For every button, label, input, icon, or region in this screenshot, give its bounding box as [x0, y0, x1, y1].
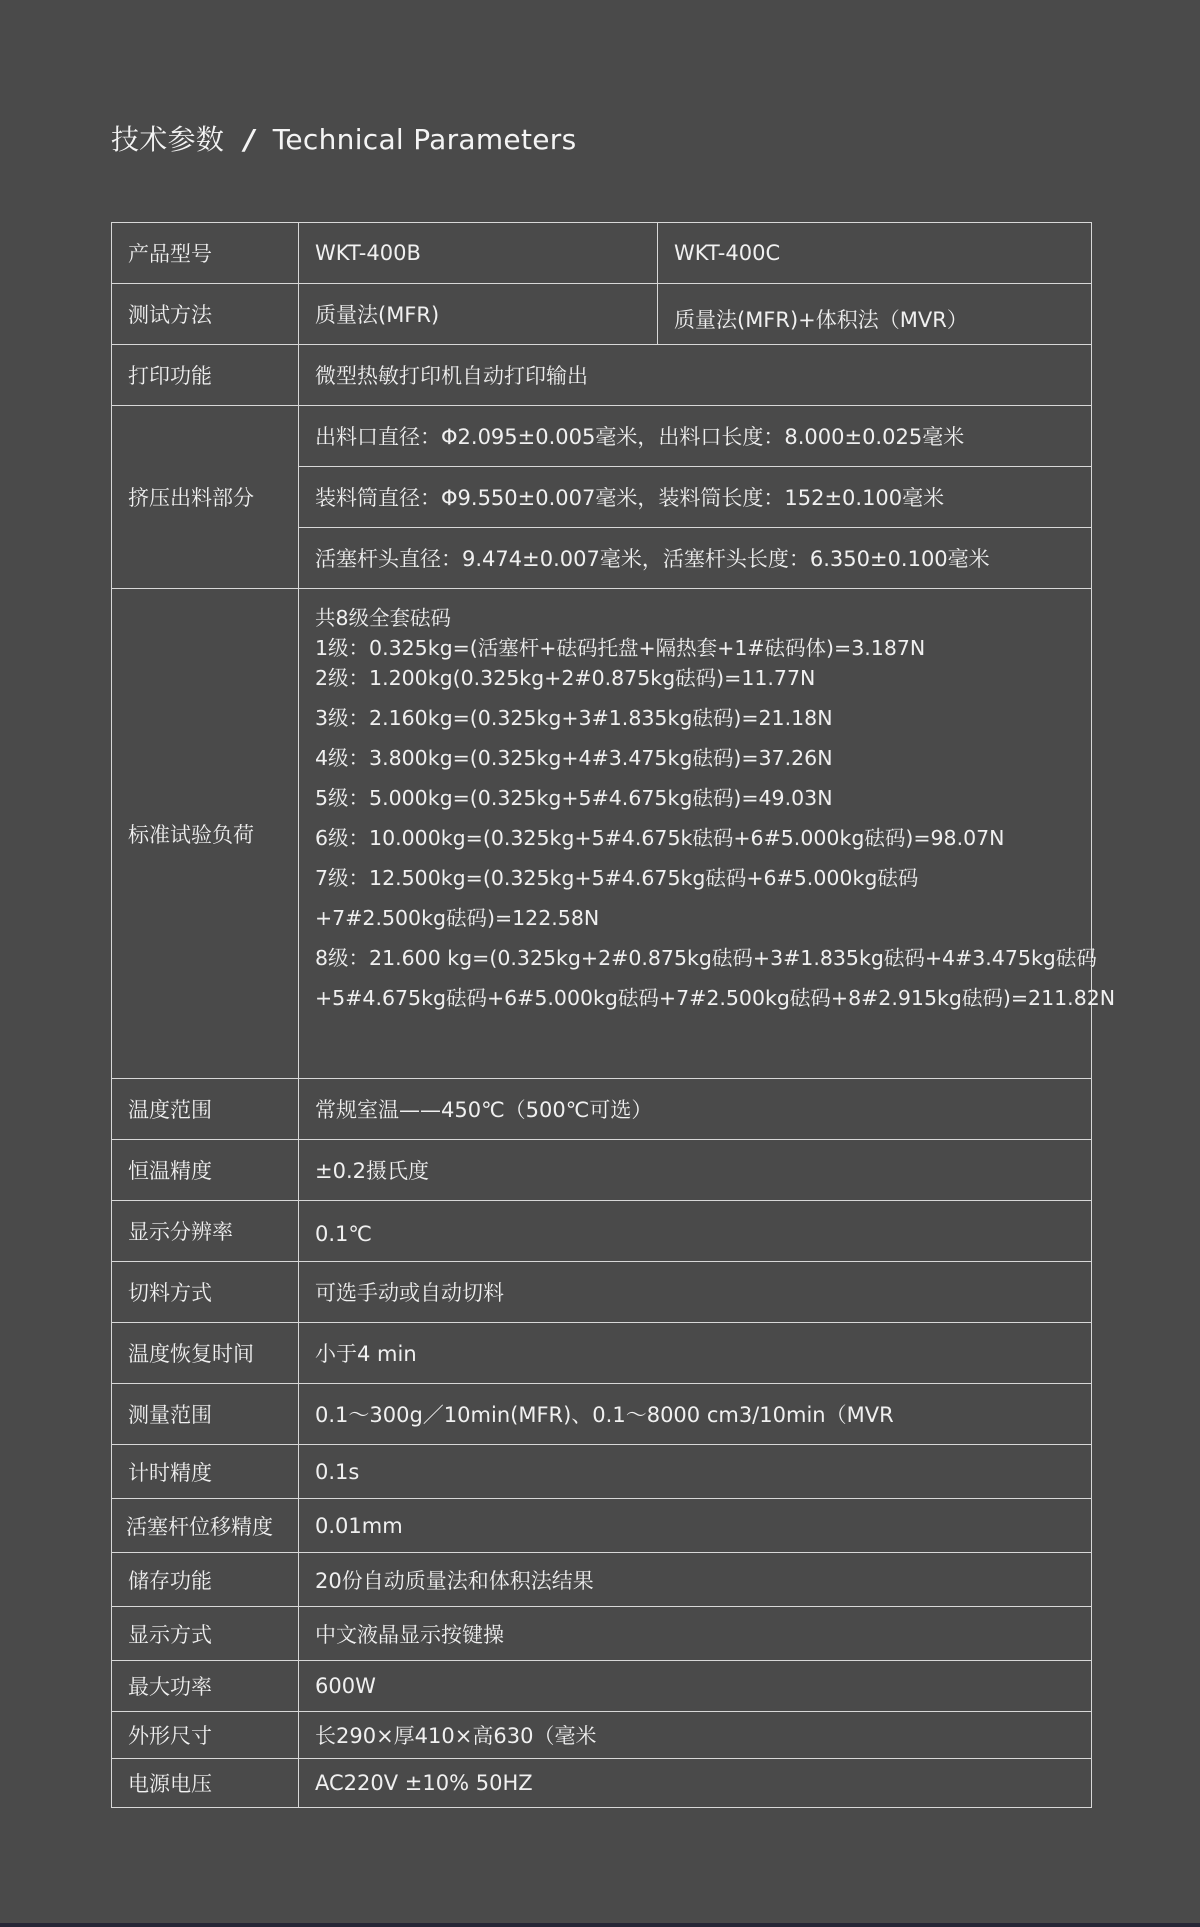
table-row — [112, 589, 1092, 1079]
table-row — [112, 406, 1092, 467]
row-label: 显示分辨率 — [112, 1201, 299, 1262]
row-label: 测试方法 — [112, 284, 299, 345]
title-en: Technical Parameters — [272, 123, 577, 156]
table-row — [112, 1499, 1092, 1553]
row-label: 测量范围 — [112, 1384, 299, 1445]
row-value: 0.01mm — [299, 1499, 1092, 1553]
load-line: 8级：21.600 kg=(0.325kg+2#0.875kg砝码+3#1.835kg砝码+4#3.475kg砝码 — [315, 946, 1097, 970]
row-value-400c: 质量法(MFR)+体积法（MVR） — [658, 284, 1092, 345]
row-value: 可选手动或自动切料 — [299, 1262, 1092, 1323]
table-row — [112, 1661, 1092, 1712]
row-label: 显示方式 — [112, 1607, 299, 1661]
bottom-bar — [0, 1923, 1200, 1927]
table-row — [112, 1201, 1092, 1262]
row-sub-value: 装料筒直径：Φ9.550±0.007毫米，装料筒长度：152±0.100毫米 — [299, 467, 1092, 528]
row-label: 温度恢复时间 — [112, 1323, 299, 1384]
table-row — [112, 1712, 1092, 1759]
row-label: 产品型号 — [112, 223, 299, 284]
row-label: 电源电压 — [112, 1759, 299, 1808]
spec-table — [111, 222, 1116, 1808]
load-line: 共8级全套砝码 — [315, 606, 452, 630]
table-row — [112, 1262, 1092, 1323]
row-value-400b: 质量法(MFR) — [299, 284, 658, 345]
row-value: 小于4 min — [299, 1323, 1092, 1384]
row-value: 中文液晶显示按键操 — [299, 1607, 1092, 1661]
load-line: 6级：10.000kg=(0.325kg+5#4.675k砝码+6#5.000kg砝码)=98.07N — [315, 826, 1005, 850]
page-title — [111, 118, 576, 158]
load-line: 7级：12.500kg=(0.325kg+5#4.675kg砝码+6#5.000kg砝码 — [315, 866, 919, 890]
table-row — [112, 1323, 1092, 1384]
title-separator: / — [244, 123, 255, 156]
row-value: 0.1℃ — [299, 1201, 1092, 1262]
load-line: 3级：2.160kg=(0.325kg+3#1.835kg砝码)=21.18N — [315, 706, 833, 730]
load-line: +5#4.675kg砝码+6#5.000kg砝码+7#2.500kg砝码+8#2.915kg砝码)=211.82N — [315, 986, 1116, 1010]
load-list — [299, 589, 1116, 1079]
row-sub-value: 出料口直径：Φ2.095±0.005毫米，出料口长度：8.000±0.025毫米 — [299, 406, 1092, 467]
load-line: 1级：0.325kg=(活塞杆+砝码托盘+隔热套+1#砝码体)=3.187N — [315, 636, 926, 660]
row-value: 20份自动质量法和体积法结果 — [299, 1553, 1092, 1607]
load-line: +7#2.500kg砝码)=122.58N — [315, 906, 600, 930]
row-value: 600W — [299, 1661, 1092, 1712]
load-line: 5级：5.000kg=(0.325kg+5#4.675kg砝码)=49.03N — [315, 786, 833, 810]
row-value: 微型热敏打印机自动打印输出 — [299, 345, 1092, 406]
row-value: 0.1s — [299, 1445, 1092, 1499]
table-row — [112, 1140, 1092, 1201]
table-row — [112, 345, 1092, 406]
table-row — [112, 1445, 1092, 1499]
row-label: 打印功能 — [112, 345, 299, 406]
table-row — [112, 1553, 1092, 1607]
row-sub-value: 活塞杆头直径：9.474±0.007毫米，活塞杆头长度：6.350±0.100毫米 — [299, 528, 1092, 589]
table-row — [112, 223, 1092, 284]
row-label: 计时精度 — [112, 1445, 299, 1499]
row-value: ±0.2摄氏度 — [299, 1140, 1092, 1201]
row-label: 标准试验负荷 — [112, 589, 299, 1079]
table-row — [112, 1607, 1092, 1661]
table-row — [112, 1079, 1092, 1140]
row-label: 活塞杆位移精度 — [112, 1499, 299, 1553]
row-label: 挤压出料部分 — [112, 406, 299, 589]
row-label: 最大功率 — [112, 1661, 299, 1712]
row-value: 长290×厚410×高630（毫米 — [299, 1712, 1092, 1759]
table-row — [112, 284, 1092, 345]
row-value: AC220V ±10% 50HZ — [299, 1759, 1092, 1808]
row-label: 温度范围 — [112, 1079, 299, 1140]
load-line: 2级：1.200kg(0.325kg+2#0.875kg砝码)=11.77N — [315, 666, 816, 690]
row-value-400c: WKT-400C — [658, 223, 1092, 284]
row-label: 外形尺寸 — [112, 1712, 299, 1759]
row-value: 0.1～300g／10min(MFR)、0.1～8000 cm3/10min（MVR — [299, 1384, 1092, 1445]
table-row — [112, 1759, 1092, 1808]
row-label: 储存功能 — [112, 1553, 299, 1607]
table-row — [112, 1384, 1092, 1445]
row-label: 恒温精度 — [112, 1140, 299, 1201]
title-cn: 技术参数 — [111, 123, 225, 156]
row-value-400b: WKT-400B — [299, 223, 658, 284]
load-line: 4级：3.800kg=(0.325kg+4#3.475kg砝码)=37.26N — [315, 746, 833, 770]
row-value: 常规室温——450℃（500℃可选） — [299, 1079, 1092, 1140]
row-label: 切料方式 — [112, 1262, 299, 1323]
